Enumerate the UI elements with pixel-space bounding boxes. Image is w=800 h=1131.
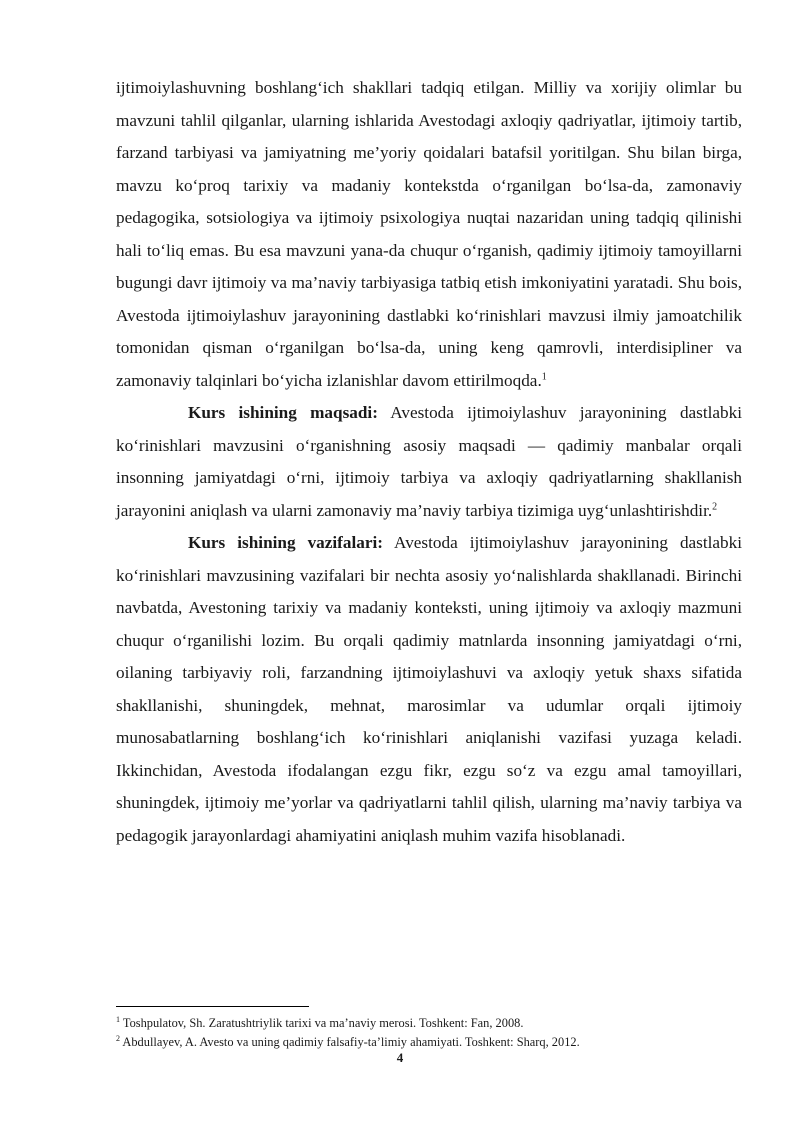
paragraph-text: ijtimoiylashuvning boshlang‘ich shakllari tadqiq etilgan. Milliy va xorijiy olimlar bu mavzuni tahlil qilganlar, ularning ishlarida Avestodagi axloqiy qadriyatlar, ijtimoiy tartib, farzand tarbiyasi va jamiyatning me’yoriy qoidalari batafsil yoritilgan. Shu bilan birga, mavzu ko‘proq tarixiy va madaniy kontekstda o‘rganilgan bo‘lsa-da, zamonaviy pedagogika, sotsiologiya va ijtimoiy psixologiya nuqtai nazaridan uning tadqiq qilinishi hali to‘liq emas. Bu esa mavzuni yana-da chuqur o‘rganish, qadimiy ijtimoiy tamoyillarni bugungi davr ijtimoiy va ma’naviy tarbiyasiga tatbiq etish imkoniyatini yaratadi. Shu bois, Avestoda ijtimoiylashuv jarayonining dastlabki ko‘rinishlari mavzusi ilmiy jamoatchilik tomonidan qisman o‘rganilgan bo‘lsa-da, uning keng qamrovli, interdisipliner va zamonaviy talqinlari bo‘yicha izlanishlar davom ettirilmoqda. xyxy=(116,78,742,390)
footnote-mark: 1 xyxy=(116,1014,120,1024)
footnote-reference: 2 xyxy=(712,500,718,512)
footnote-divider xyxy=(116,1006,309,1007)
footnote-mark: 2 xyxy=(116,1033,120,1043)
paragraph-text: Avestoda ijtimoiylashuv jarayonining dastlabki ko‘rinishlari mavzusini o‘rganishning asosiy maqsadi — qadimiy manbalar orqali insonning jamiyatdagi o‘rni, ijtimoiy tarbiya va axloqiy qadriyatlarning shakllanish jarayonini aniqlash va ularni zamonaviy ma’naviy tarbiya tizimiga uyg‘unlashtirishdir. xyxy=(116,403,742,520)
footnote-reference: 1 xyxy=(541,370,547,382)
page-number: 4 xyxy=(396,1050,404,1065)
paragraph-text: Avestoda ijtimoiylashuv jarayonining dastlabki ko‘rinishlari mavzusining vazifalari bir nechta asosiy yo‘nalishlarda shakllanadi. Birinchi navbatda, Avestoning tarixiy va madaniy konteksti, uning ijtimoiy va axloqiy mazmuni chuqur o‘rganilishi lozim. Bu orqali qadimiy matnlarda insonning jamiyatdagi o‘rni, oilaning tarbiyaviy roli, farzandning ijtimoiylashuvi va axloqiy yetuk shaxs sifatida shakllanishi, shuningdek, mehnat, marosimlar va udumlar orqali ijtimoiy munosabatlarning boshlang‘ich ko‘rinishlari aniqlanishi vazifasi yuzaga keladi. Ikkinchidan, Avestoda ifodalangan ezgu fikr, ezgu so‘z va ezgu amal tamoyillari, shuningdek, ijtimoiy me’yorlar va qadriyatlarni tahlil qilish, ularning ma’naviy tarbiya va pedagogik jarayonlardagi ahamiyatini aniqlash muhim vazifa hisoblanadi. xyxy=(116,533,742,845)
document-body xyxy=(116,72,742,852)
footnotes xyxy=(116,1014,742,1052)
paragraph-course-tasks xyxy=(116,527,742,852)
paragraph-course-goal xyxy=(116,397,742,527)
paragraph-heading: Kurs ishining vazifalari: xyxy=(188,533,383,552)
footnote-item xyxy=(116,1014,742,1033)
paragraph-heading: Kurs ishining maqsadi: xyxy=(188,403,378,422)
footnote-text: Abdullayev, A. Avesto va uning qadimiy falsafiy-ta’limiy ahamiyati. Toshkent: Sharq, 2012. xyxy=(120,1035,580,1049)
footnote-text: Toshpulatov, Sh. Zaratushtriylik tarixi va ma’naviy merosi. Toshkent: Fan, 2008. xyxy=(120,1016,524,1030)
paragraph-literature-review xyxy=(116,72,742,397)
